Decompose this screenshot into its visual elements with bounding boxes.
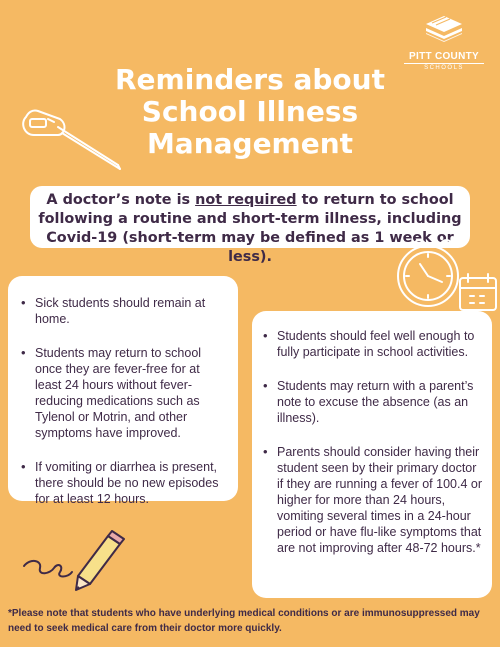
page-title <box>80 64 420 160</box>
left-guidelines-card <box>8 276 238 506</box>
list-item: • If vomiting or diarrhea is present, there should be no new episodes for at least 12 hours. <box>20 459 228 507</box>
right-guidelines-list <box>262 328 482 556</box>
list-item: • Students should feel well enough to fully participate in school activities. <box>262 328 482 360</box>
list-item: • Students may return to school once they are fever-free for at least 24 hours without fever-reducing medications such as Tylenol or Motrin, and other symptoms have improved. <box>20 345 228 441</box>
clock-icon <box>390 238 500 318</box>
list-item: • Sick students should remain at home. <box>20 295 228 327</box>
title-line-1: Reminders about <box>114 63 385 96</box>
footnote: *Please note that students who have underlying medical conditions or are immunosuppressed may need to seek medical care from their doctor more quickly. <box>8 608 480 634</box>
logo-name: PITT COUNTY <box>409 51 479 62</box>
note-suffix: to return to school following a routine and short-term illness, including Covid-19 (short-term may be defined as 1 week or less). <box>38 192 462 265</box>
books-logo-icon <box>422 14 466 42</box>
title-line-2: School Illness <box>141 95 359 128</box>
pencil-icon <box>20 530 130 595</box>
list-item: • Parents should consider having their student seen by their primary doctor if they are running a fever of 100.4 or higher for more than 24 hours, vomiting several times in a 24-hour period or have flu-like symptoms that are not improving after 48-72 hours.* <box>262 444 482 556</box>
thermometer-icon <box>18 105 128 175</box>
logo-subtitle: SCHOOLS <box>404 63 484 71</box>
pitt-county-schools-logo <box>404 14 484 71</box>
list-item: • Students may return with a parent’s note to excuse the absence (as an illness). <box>262 378 482 426</box>
note-prefix: A doctor’s note is <box>46 192 196 208</box>
left-guidelines-list <box>20 295 228 507</box>
note-emphasis: not required <box>195 192 297 208</box>
calendar-icon <box>460 274 496 310</box>
right-guidelines-card <box>252 311 492 598</box>
title-line-3: Management <box>146 127 354 160</box>
